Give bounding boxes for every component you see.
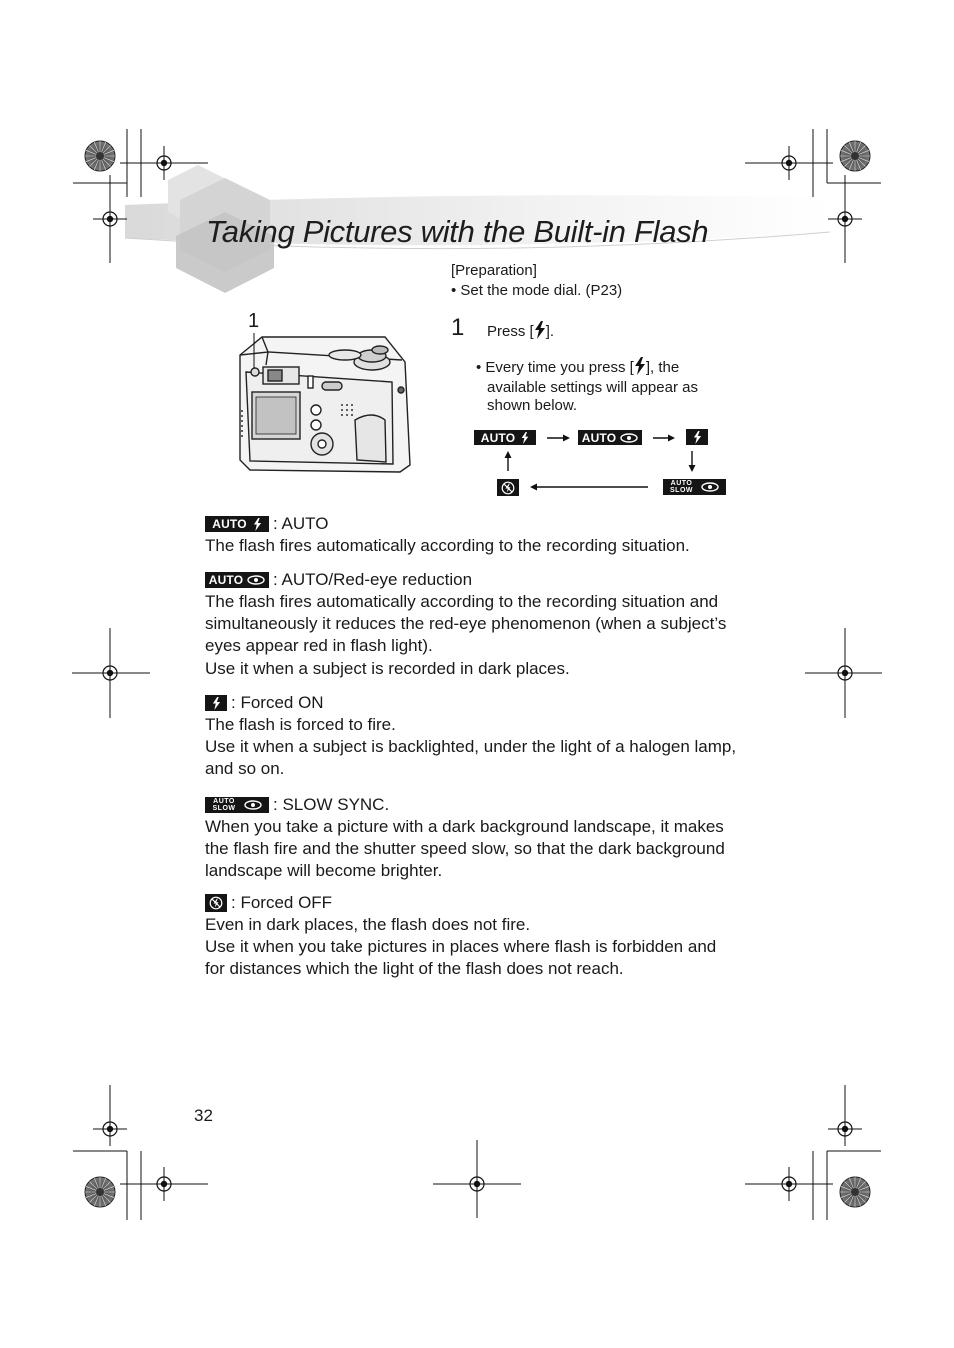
mode-label: : SLOW SYNC.	[273, 795, 390, 814]
eye-icon	[620, 433, 638, 443]
illustration-callout: 1	[248, 310, 260, 332]
mode-description-line: for distances which the light of the flash does not reach.	[205, 959, 624, 978]
mode-auto-red-eye	[205, 569, 765, 680]
cycle-slow-sync-icon	[663, 479, 726, 495]
preparation-item: • Set the mode dial. (P23)	[451, 282, 623, 299]
mode-slow-sync	[205, 794, 765, 882]
badge-auto-text: AUTO	[208, 573, 244, 587]
eye-icon	[701, 482, 719, 492]
mode-description-line: Use it when a subject is recorded in dark places.	[205, 659, 570, 678]
step-press-before: Press [	[487, 323, 534, 340]
step-press-after: ].	[545, 323, 555, 340]
eye-icon	[247, 575, 265, 585]
mode-auto	[205, 513, 765, 557]
mode-description-line: landscape will become brighter.	[205, 861, 443, 880]
mode-label: : Forced OFF	[231, 893, 333, 912]
badge-auto-slow-bottom: SLOW	[212, 805, 236, 812]
mode-description-line: Use it when a subject is backlighted, under the light of a halogen lamp,	[205, 737, 737, 756]
mode-forced-on	[205, 692, 765, 780]
flash-icon	[521, 432, 529, 444]
step-number: 1	[451, 314, 465, 341]
step-note-line1	[476, 357, 679, 378]
mode-description-line: The flash fires automatically according to the recording situation.	[205, 536, 690, 555]
flash-icon	[693, 431, 702, 444]
page-number: 32	[194, 1106, 213, 1125]
badge-auto-text: AUTO	[581, 430, 617, 445]
badge-auto-text: AUTO	[212, 517, 247, 531]
forced-on-icon	[205, 695, 227, 711]
badge-auto-text: AUTO	[480, 430, 516, 445]
flash-button-icon	[534, 321, 546, 339]
step-instruction	[487, 321, 554, 342]
mode-description-line: and so on.	[205, 759, 285, 778]
badge-auto-slow-bottom: SLOW	[670, 487, 693, 494]
mode-description-line: Even in dark places, the flash does not fire.	[205, 915, 531, 934]
cycle-forced-on-icon	[686, 429, 708, 445]
cycle-auto-flash-icon	[474, 430, 536, 445]
mode-description-line: Use it when you take pictures in places where flash is forbidden and	[205, 937, 717, 956]
flash-off-icon	[501, 481, 515, 495]
mode-description-line: eyes appear red in flash light).	[205, 636, 433, 655]
cycle-forced-off-icon	[497, 479, 519, 496]
mode-description-line: When you take a picture with a dark background landscape, it makes	[205, 817, 724, 836]
auto-flash-icon	[205, 516, 269, 532]
mode-label: : AUTO	[273, 514, 329, 533]
flash-button-icon	[634, 357, 646, 375]
mode-description-line: simultaneously it reduces the red-eye phenomenon (when a subject’s	[205, 614, 727, 633]
cycle-auto-red-eye-icon	[578, 430, 642, 445]
mode-label: : Forced ON	[231, 693, 324, 712]
step-note-line2: available settings will appear as	[487, 379, 698, 396]
mode-description-line: the flash fire and the shutter speed slow, so that the dark background	[205, 839, 725, 858]
mode-description-line: The flash fires automatically according to the recording situation and	[205, 592, 719, 611]
slow-sync-icon	[205, 797, 269, 813]
badge-auto-slow-text	[213, 798, 236, 812]
flash-icon	[253, 518, 262, 531]
badge-auto-slow-top: AUTO	[670, 480, 693, 487]
eye-icon	[244, 800, 262, 810]
mode-label: : AUTO/Red-eye reduction	[273, 570, 473, 589]
camera-illustration	[240, 337, 410, 472]
badge-auto-slow-text	[670, 480, 693, 494]
mode-description-line: The flash is forced to fire.	[205, 715, 396, 734]
flash-icon	[212, 697, 221, 710]
step-note-line3: shown below.	[487, 397, 578, 414]
preparation-label: [Preparation]	[451, 262, 537, 279]
badge-auto-slow-top: AUTO	[213, 798, 235, 805]
mode-forced-off	[205, 892, 765, 980]
flash-off-icon	[209, 896, 223, 910]
page-title: Taking Pictures with the Built-in Flash	[206, 214, 709, 249]
forced-off-icon	[205, 894, 227, 912]
note-after: ], the	[645, 359, 680, 376]
note-before: • Every time you press [	[476, 359, 634, 376]
auto-red-eye-icon	[205, 572, 269, 588]
